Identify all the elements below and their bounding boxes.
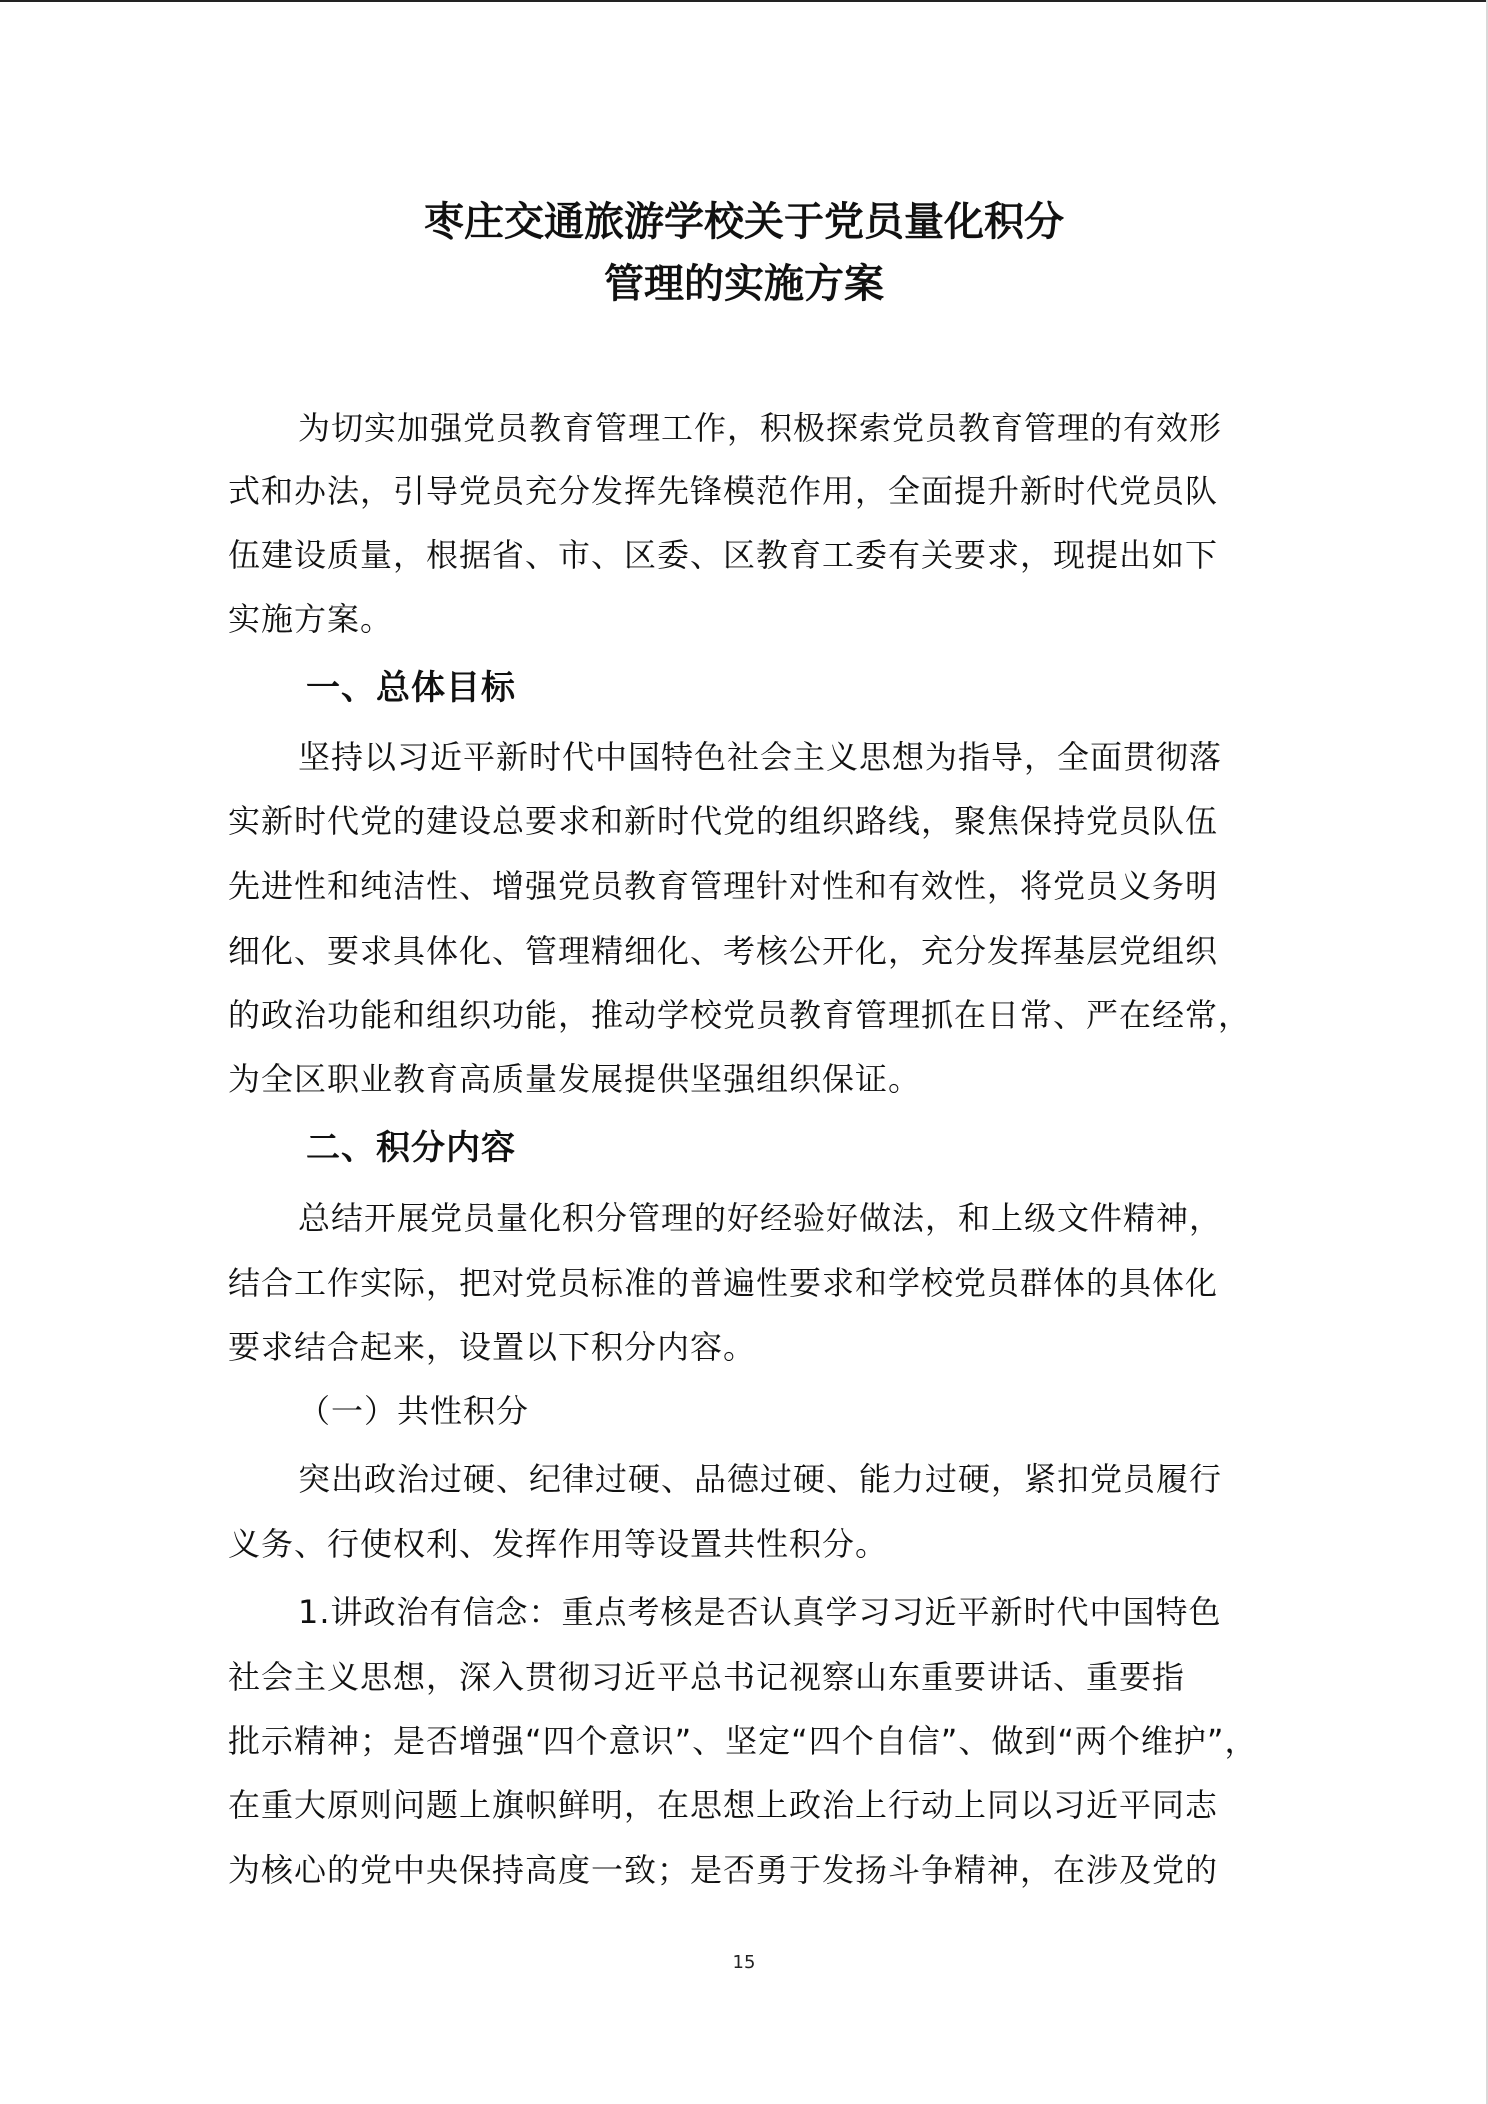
- subsection-heading: （一）共性积分: [298, 1392, 530, 1430]
- body-text-line: 式和办法，引导党员充分发挥先锋模范作用，全面提升新时代党员队: [228, 472, 1219, 510]
- section-heading: 一、总体目标: [306, 668, 516, 708]
- body-text-line: 为切实加强党员教育管理工作，积极探索党员教育管理的有效形: [298, 409, 1223, 447]
- body-text-line: 结合工作实际，把对党员标准的普遍性要求和学校党员群体的具体化: [228, 1264, 1219, 1302]
- body-text-line: 批示精神；是否增强“四个意识”、坚定“四个自信”、做到“两个维护”，: [228, 1722, 1258, 1760]
- body-text-line: 1.讲政治有信念：重点考核是否认真学习习近平新时代中国特色: [298, 1593, 1222, 1631]
- body-text-line: 总结开展党员量化积分管理的好经验好做法，和上级文件精神，: [298, 1199, 1223, 1237]
- top-border-rule: [0, 0, 1488, 2]
- body-text-line: 伍建设质量，根据省、市、区委、区教育工委有关要求，现提出如下: [228, 536, 1219, 574]
- body-text-line: 先进性和纯洁性、增强党员教育管理针对性和有效性，将党员义务明: [228, 867, 1219, 905]
- body-text-line: 的政治功能和组织功能，推动学校党员教育管理抓在日常、严在经常，: [228, 996, 1252, 1034]
- body-text-line: 在重大原则问题上旗帜鲜明，在思想上政治上行动上同以习近平同志: [228, 1786, 1219, 1824]
- body-text-line: 实新时代党的建设总要求和新时代党的组织路线，聚焦保持党员队伍: [228, 802, 1219, 840]
- section-heading: 二、积分内容: [306, 1128, 516, 1168]
- body-text-line: 为全区职业教育高质量发展提供坚强组织保证。: [228, 1060, 922, 1098]
- document-title-line-2: 管理的实施方案: [604, 261, 884, 307]
- body-text-line: 社会主义思想，深入贯彻习近平总书记视察山东重要讲话、重要指: [228, 1658, 1186, 1696]
- body-text-line: 义务、行使权利、发挥作用等设置共性积分。: [228, 1525, 889, 1563]
- body-text-line: 要求结合起来，设置以下积分内容。: [228, 1328, 757, 1366]
- body-text-line: 实施方案。: [228, 600, 394, 638]
- page-number: 15: [732, 1952, 756, 1973]
- body-text-line: 坚持以习近平新时代中国特色社会主义思想为指导，全面贯彻落: [298, 738, 1223, 776]
- document-title-line-1: 枣庄交通旅游学校关于党员量化积分: [424, 199, 1064, 245]
- body-text-line: 为核心的党中央保持高度一致；是否勇于发扬斗争精神，在涉及党的: [228, 1851, 1219, 1889]
- body-text-line: 细化、要求具体化、管理精细化、考核公开化，充分发挥基层党组织: [228, 932, 1219, 970]
- body-text-line: 突出政治过硬、纪律过硬、品德过硬、能力过硬，紧扣党员履行: [298, 1460, 1223, 1498]
